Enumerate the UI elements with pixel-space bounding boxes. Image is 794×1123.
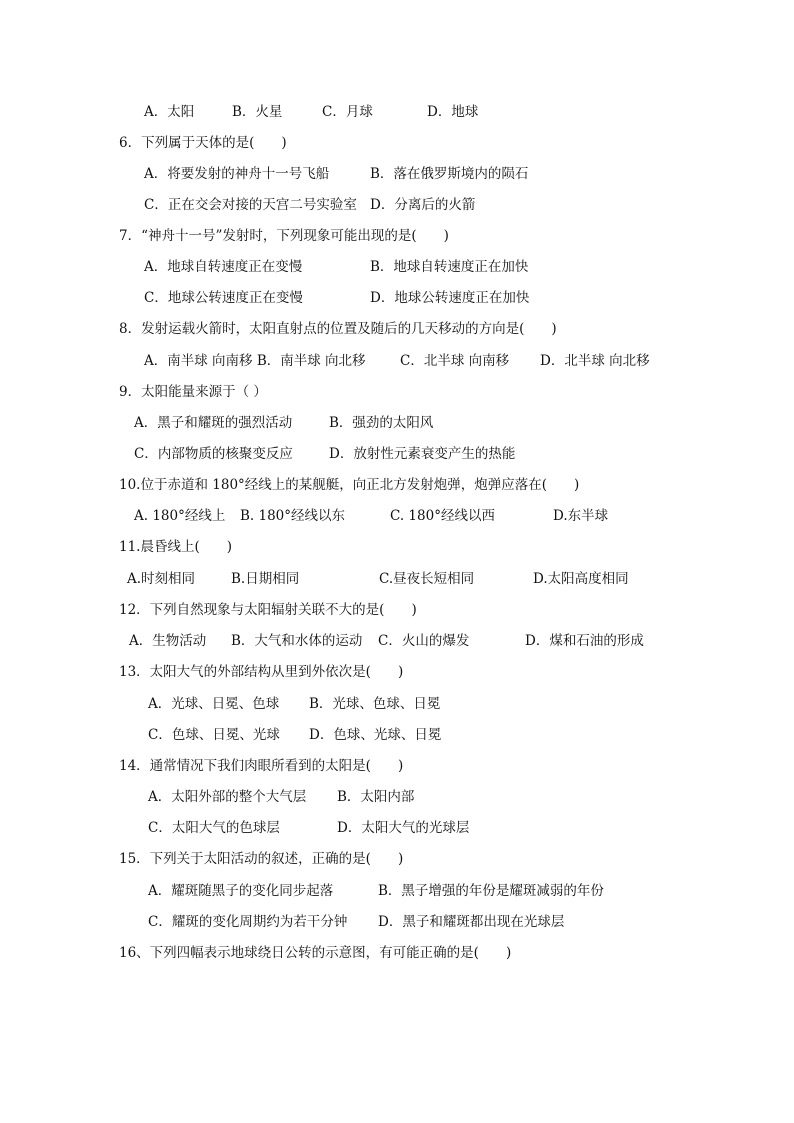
question-text: 11.晨昏线上( ) (119, 539, 233, 555)
question-text: 8．发射运载火箭时，太阳直射点的位置及随后的几天移动的方向是( ) (119, 321, 557, 337)
question-text: 6．下列属于天体的是( ) (119, 135, 287, 151)
answer-option: B．黑子增强的年份是耀斑减弱的年份 (378, 883, 604, 899)
answer-option: A．耀斑随黑子的变化同步起落 (148, 883, 334, 899)
question-text: 10.位于赤道和 180°经线上的某舰艇，向正北方发射炮弹，炮弹应落在( ) (119, 477, 580, 493)
answer-option: B．火星 (232, 104, 283, 120)
answer-option: D．煤和石油的形成 (525, 633, 644, 649)
answer-option: A．南半球 向南移 B．南半球 向北移 (144, 353, 366, 369)
question-text: 14．通常情况下我们肉眼所看到的太阳是( ) (119, 758, 404, 774)
question-text: 16、下列四幅表示地球绕日公转的示意图，有可能正确的是( ) (119, 945, 512, 961)
question-text: 15．下列关于太阳活动的叙述，正确的是( ) (119, 851, 404, 867)
answer-option: D．黑子和耀斑都出现在光球层 (378, 914, 565, 930)
answer-option: D．放射性元素衰变产生的热能 (329, 446, 516, 462)
answer-option: D.太阳高度相同 (533, 571, 629, 587)
answer-option: D．地球公转速度正在加快 (370, 290, 530, 306)
answer-option: B. 180°经线以东 (240, 508, 346, 524)
question-text: 12．下列自然现象与太阳辐射关联不大的是( ) (119, 602, 417, 618)
answer-option: A．生物活动 (129, 633, 207, 649)
answer-option: C．火山的爆发 (378, 633, 470, 649)
answer-option: C．色球、日冕、光球 (148, 727, 280, 743)
answer-option: C．内部物质的核聚变反应 (134, 446, 293, 462)
answer-option: C．地球公转速度正在变慢 (144, 290, 303, 306)
answer-option: B．强劲的太阳风 (329, 415, 434, 431)
answer-option: C. 180°经线以西 (390, 508, 495, 524)
answer-option: A.时刻相同 (127, 571, 196, 587)
answer-option: C．月球 (322, 104, 373, 120)
answer-option: A．太阳 (144, 104, 195, 120)
answer-option: C．太阳大气的色球层 (148, 820, 280, 836)
answer-option: B．太阳内部 (337, 789, 415, 805)
answer-option: C．正在交会对接的天宫二号实验室 (144, 197, 357, 213)
answer-option: A．太阳外部的整个大气层 (148, 789, 307, 805)
answer-option: C．耀斑的变化周期约为若干分钟 (148, 914, 348, 930)
answer-option: A．光球、日冕、色球 (148, 696, 280, 712)
answer-option: D．地球 (427, 104, 479, 120)
answer-option: D．分离后的火箭 (370, 197, 476, 213)
answer-option: B．大气和水体的运动 (231, 633, 363, 649)
answer-option: C.昼夜长短相同 (379, 571, 475, 587)
answer-option: D．太阳大气的光球层 (337, 820, 470, 836)
answer-option: D．北半球 向北移 (540, 353, 650, 369)
answer-option: D．色球、光球、日冕 (309, 727, 442, 743)
answer-option: B．光球、色球、日冕 (309, 696, 441, 712)
question-text: 7．“神舟十一号”发射时，下列现象可能出现的是( ) (119, 228, 449, 244)
answer-option: B.日期相同 (231, 571, 300, 587)
answer-option: C．北半球 向南移 (400, 353, 510, 369)
answer-option: A. 180°经线上 (134, 508, 226, 524)
answer-option: B．落在俄罗斯境内的陨石 (370, 166, 529, 182)
question-text: 13．太阳大气的外部结构从里到外依次是( ) (119, 664, 404, 680)
answer-option: B．地球自转速度正在加快 (370, 259, 529, 275)
answer-option: A．黑子和耀斑的强烈活动 (134, 415, 293, 431)
answer-option: A．地球自转速度正在变慢 (144, 259, 303, 275)
answer-option: D.东半球 (553, 508, 609, 524)
answer-option: A．将要发射的神舟十一号飞船 (144, 166, 330, 182)
question-text: 9．太阳能量来源于（ ） (119, 384, 267, 400)
